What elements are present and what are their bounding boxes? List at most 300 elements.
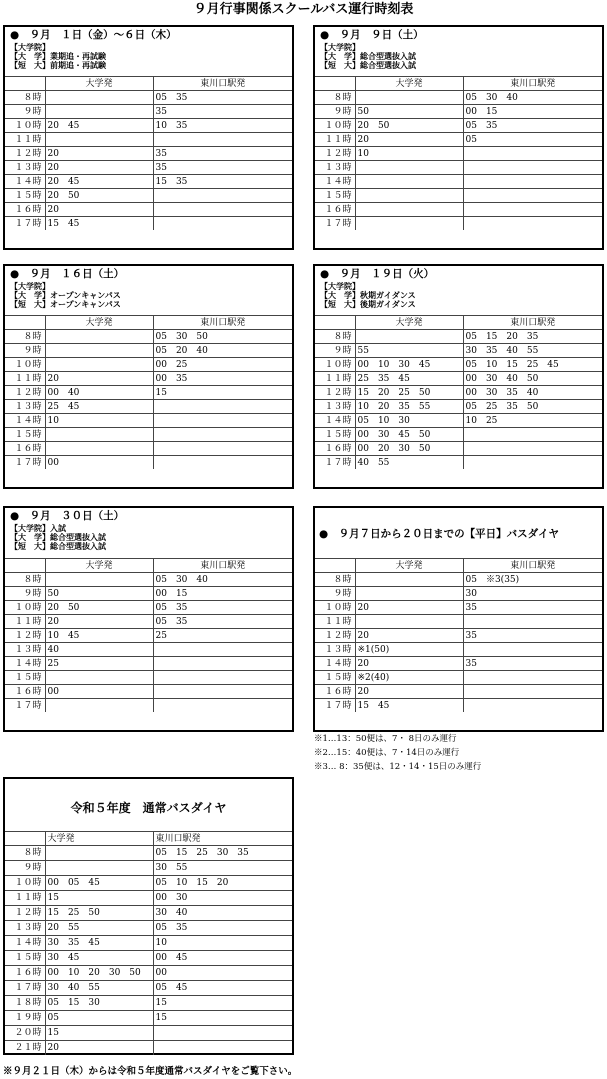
university-departures: 05 10 30: [355, 414, 463, 428]
university-departures: 20: [355, 685, 463, 699]
table-row: [5, 442, 292, 456]
station-departures: 05 30 40: [463, 91, 602, 105]
university-departures: 20: [45, 147, 153, 161]
table-row: [315, 442, 602, 456]
table-row: [5, 951, 292, 966]
hour-cell: １７時: [315, 217, 355, 231]
schedule-sub-grad: 【大学院】: [10, 281, 50, 291]
note-2: ※2…15：40便は、7・14日のみ運行: [314, 748, 460, 758]
station-departures: [463, 643, 602, 657]
hour-cell: １５時: [5, 428, 45, 442]
table-row: [5, 456, 292, 470]
schedule-sub-junior: 【短 大】総合型選抜入試: [10, 541, 106, 551]
university-departures: 10: [355, 147, 463, 161]
schedule-box-sep-30: [3, 506, 294, 732]
schedule-heading: ● ９月７日から２０日までの【平日】バスダイヤ: [319, 528, 559, 540]
university-departures: ※1(50): [355, 643, 463, 657]
table-row: [315, 91, 602, 105]
station-departures: [153, 428, 292, 442]
hour-cell: １３時: [315, 643, 355, 657]
table-row: [315, 685, 602, 699]
hour-cell: １７時: [5, 217, 45, 231]
schedule-sub-univ: 【大 学】総合型選抜入試: [10, 532, 106, 542]
schedule-sub-junior: 【短 大】総合型選抜入試: [320, 60, 416, 70]
university-departures: 15 20 25 50: [355, 386, 463, 400]
schedule-sub-grad: 【大学院】: [10, 42, 50, 52]
station-departures: [153, 414, 292, 428]
table-row: [5, 414, 292, 428]
hour-cell: １１時: [5, 372, 45, 386]
station-departures: [463, 442, 602, 456]
station-departures: [463, 456, 602, 470]
table-row: [5, 906, 292, 921]
header-blank: [315, 316, 355, 330]
table-row: [5, 1011, 292, 1026]
hour-cell: ９時: [315, 105, 355, 119]
hour-cell: １１時: [5, 891, 45, 906]
table-row: [5, 671, 292, 685]
table-row: [5, 189, 292, 203]
schedule-sub-univ: 【大 学】総合型選抜入試: [320, 51, 416, 61]
table-row: [315, 105, 602, 119]
hour-cell: １６時: [315, 442, 355, 456]
university-departures: 20 45: [45, 119, 153, 133]
table-row: [5, 629, 292, 643]
university-departures: 00 05 45: [45, 876, 153, 891]
station-departures: [153, 1041, 292, 1056]
university-departures: 20: [45, 203, 153, 217]
schedule-sub-junior: 【短 大】前期追・再試験: [10, 60, 106, 70]
hour-cell: １６時: [5, 966, 45, 981]
regular-schedule-box: [3, 777, 294, 1055]
regular-heading: 令和５年度 通常バスダイヤ: [70, 801, 227, 815]
station-departures: [153, 189, 292, 203]
university-departures: [355, 189, 463, 203]
hour-cell: １５時: [5, 189, 45, 203]
hour-cell: ８時: [315, 91, 355, 105]
header-from-station: 東川口駅発: [153, 77, 292, 91]
university-departures: 05 15 30: [45, 996, 153, 1011]
university-departures: [355, 330, 463, 344]
station-departures: [153, 657, 292, 671]
hour-cell: １１時: [315, 133, 355, 147]
hour-cell: １２時: [5, 906, 45, 921]
station-departures: 00: [153, 966, 292, 981]
table-row: [5, 147, 292, 161]
hour-cell: ８時: [5, 846, 45, 861]
station-departures: [463, 699, 602, 713]
station-departures: 05 25 35 50: [463, 400, 602, 414]
hour-cell: １２時: [5, 629, 45, 643]
header-from-station: 東川口駅発: [463, 316, 602, 330]
table-row: [315, 671, 602, 685]
hour-cell: １５時: [315, 428, 355, 442]
hour-cell: ９時: [315, 587, 355, 601]
header-from-university: 大学発: [45, 559, 153, 573]
station-departures: 00 30 35 40: [463, 386, 602, 400]
schedule-heading: ● ９月 ３０日（土）: [10, 510, 125, 522]
university-departures: 20 50: [45, 189, 153, 203]
station-departures: [463, 175, 602, 189]
table-row: [5, 615, 292, 629]
timetable: [315, 315, 602, 469]
station-departures: [463, 685, 602, 699]
station-departures: 30 40: [153, 906, 292, 921]
station-departures: 15: [153, 1011, 292, 1026]
station-departures: 00 45: [153, 951, 292, 966]
hour-cell: １３時: [5, 400, 45, 414]
university-departures: 20: [45, 615, 153, 629]
table-row: [315, 344, 602, 358]
university-departures: 10 45: [45, 629, 153, 643]
university-departures: [45, 699, 153, 713]
station-departures: 15: [153, 386, 292, 400]
hour-cell: １７時: [5, 981, 45, 996]
header-from-station: 東川口駅発: [463, 559, 602, 573]
university-departures: [45, 846, 153, 861]
hour-cell: １５時: [5, 671, 45, 685]
university-departures: 00 30 45 50: [355, 428, 463, 442]
table-row: [5, 105, 292, 119]
station-departures: 10 25: [463, 414, 602, 428]
station-departures: 30 35 40 55: [463, 344, 602, 358]
header-from-university: 大学発: [355, 77, 463, 91]
station-departures: [463, 428, 602, 442]
table-row: [315, 358, 602, 372]
header-blank: [315, 559, 355, 573]
schedule-sub-grad: 【大学院】: [320, 42, 360, 52]
station-departures: 25: [153, 629, 292, 643]
university-departures: 15 45: [355, 699, 463, 713]
station-departures: 10 35: [153, 119, 292, 133]
station-departures: 15: [153, 996, 292, 1011]
table-header-row: [315, 77, 602, 91]
university-departures: [45, 344, 153, 358]
table-row: [5, 921, 292, 936]
table-row: [5, 587, 292, 601]
hour-cell: １４時: [315, 414, 355, 428]
hour-cell: １７時: [5, 456, 45, 470]
schedule-heading: ● ９月 １９日（火）: [320, 268, 435, 280]
station-departures: [153, 671, 292, 685]
hour-cell: ９時: [5, 861, 45, 876]
university-departures: [45, 133, 153, 147]
station-departures: 35: [463, 629, 602, 643]
hour-cell: １６時: [315, 685, 355, 699]
hour-cell: １４時: [315, 657, 355, 671]
university-departures: 20: [45, 372, 153, 386]
hour-cell: ８時: [5, 91, 45, 105]
hour-cell: １２時: [5, 386, 45, 400]
university-departures: 15: [45, 1026, 153, 1041]
university-departures: 30 35 45: [45, 936, 153, 951]
station-departures: [153, 442, 292, 456]
station-departures: 05 35: [463, 119, 602, 133]
table-row: [315, 147, 602, 161]
university-departures: 25 35 45: [355, 372, 463, 386]
footer-note: ※９月２１日（木）からは令和５年度通常バスダイヤをご覧下さい。: [3, 1066, 298, 1077]
hour-cell: １３時: [5, 643, 45, 657]
university-departures: 00: [45, 456, 153, 470]
station-departures: 15 35: [153, 175, 292, 189]
table-row: [5, 428, 292, 442]
table-row: [5, 358, 292, 372]
table-row: [315, 573, 602, 587]
university-departures: [45, 442, 153, 456]
table-row: [5, 643, 292, 657]
page-title: ９月行事関係スクールバス運行時刻表: [193, 2, 414, 17]
table-row: [5, 1041, 292, 1056]
hour-cell: １１時: [315, 615, 355, 629]
hour-cell: ２０時: [5, 1026, 45, 1041]
university-departures: [355, 175, 463, 189]
table-row: [5, 996, 292, 1011]
station-departures: 35: [153, 105, 292, 119]
hour-cell: １０時: [5, 601, 45, 615]
table-row: [5, 685, 292, 699]
hour-cell: １７時: [5, 699, 45, 713]
timetable: [5, 831, 292, 1055]
note-3: ※3… 8：35便は、12・14・15日のみ運行: [314, 762, 482, 772]
station-departures: 05 30 40: [153, 573, 292, 587]
station-departures: 05 35: [153, 601, 292, 615]
hour-cell: １１時: [5, 133, 45, 147]
table-header-row: [315, 559, 602, 573]
university-departures: [45, 861, 153, 876]
station-departures: 05 ※3(35): [463, 573, 602, 587]
station-departures: [153, 1026, 292, 1041]
university-departures: 20 55: [45, 921, 153, 936]
university-departures: 10: [45, 414, 153, 428]
hour-cell: １４時: [5, 175, 45, 189]
hour-cell: １３時: [315, 161, 355, 175]
station-departures: 05: [463, 133, 602, 147]
station-departures: 05 35: [153, 921, 292, 936]
table-row: [5, 133, 292, 147]
note-1: ※1…13：50便は、7・ 8日のみ運行: [314, 734, 457, 744]
station-departures: 00 30 40 50: [463, 372, 602, 386]
station-departures: 05 45: [153, 981, 292, 996]
hour-cell: ８時: [315, 330, 355, 344]
university-departures: [355, 573, 463, 587]
university-departures: 15 45: [45, 217, 153, 231]
table-row: [5, 876, 292, 891]
schedule-box-sep-19: [313, 264, 604, 489]
header-blank: [5, 316, 45, 330]
table-row: [5, 217, 292, 231]
hour-cell: ８時: [5, 573, 45, 587]
station-departures: 10: [153, 936, 292, 951]
university-departures: 55: [355, 344, 463, 358]
header-blank: [5, 832, 45, 846]
university-departures: 10 20 35 55: [355, 400, 463, 414]
university-departures: 20 50: [45, 601, 153, 615]
station-departures: [463, 217, 602, 231]
schedule-heading: ● ９月 １６日（土）: [10, 268, 125, 280]
table-row: [315, 400, 602, 414]
university-departures: 30 40 55: [45, 981, 153, 996]
university-departures: 20 45: [45, 175, 153, 189]
table-row: [5, 891, 292, 906]
hour-cell: ９時: [5, 344, 45, 358]
hour-cell: １２時: [5, 147, 45, 161]
hour-cell: １１時: [5, 615, 45, 629]
table-row: [315, 133, 602, 147]
university-departures: 20: [355, 657, 463, 671]
schedule-box-weekday: [313, 506, 604, 732]
station-departures: 30: [463, 587, 602, 601]
hour-cell: １０時: [315, 358, 355, 372]
university-departures: 00 20 30 50: [355, 442, 463, 456]
station-departures: 05 35: [153, 91, 292, 105]
header-from-station: 東川口駅発: [153, 559, 292, 573]
station-departures: [153, 203, 292, 217]
hour-cell: １４時: [315, 175, 355, 189]
university-departures: 00: [45, 685, 153, 699]
university-departures: [355, 217, 463, 231]
hour-cell: １９時: [5, 1011, 45, 1026]
hour-cell: １２時: [315, 147, 355, 161]
university-departures: [45, 105, 153, 119]
hour-cell: １０時: [5, 358, 45, 372]
hour-cell: ９時: [5, 587, 45, 601]
header-blank: [315, 77, 355, 91]
station-departures: [463, 671, 602, 685]
table-row: [5, 386, 292, 400]
station-departures: [463, 615, 602, 629]
table-row: [5, 966, 292, 981]
table-row: [5, 601, 292, 615]
station-departures: 30 55: [153, 861, 292, 876]
hour-cell: １２時: [315, 629, 355, 643]
university-departures: [355, 203, 463, 217]
station-departures: [463, 189, 602, 203]
station-departures: 05 10 15 20: [153, 876, 292, 891]
hour-cell: １７時: [315, 699, 355, 713]
table-row: [315, 699, 602, 713]
station-departures: [463, 161, 602, 175]
hour-cell: １６時: [5, 203, 45, 217]
hour-cell: １０時: [315, 601, 355, 615]
timetable: [5, 315, 292, 469]
table-row: [315, 330, 602, 344]
university-departures: [45, 91, 153, 105]
table-row: [5, 161, 292, 175]
header-from-university: 大学発: [355, 559, 463, 573]
station-departures: [463, 147, 602, 161]
hour-cell: ９時: [5, 105, 45, 119]
header-from-station: 東川口駅発: [463, 77, 602, 91]
schedule-sub-univ: 【大 学】オープンキャンパス: [10, 290, 121, 300]
table-row: [5, 330, 292, 344]
hour-cell: １６時: [5, 442, 45, 456]
schedule-sub-junior: 【短 大】後期ガイダンス: [320, 299, 416, 309]
university-departures: 40 55: [355, 456, 463, 470]
table-row: [315, 601, 602, 615]
schedule-sub-junior: 【短 大】オープンキャンパス: [10, 299, 121, 309]
university-departures: 00 10 30 45: [355, 358, 463, 372]
header-from-university: 大学発: [45, 316, 153, 330]
university-departures: 20: [355, 601, 463, 615]
university-departures: 15: [45, 891, 153, 906]
university-departures: [45, 573, 153, 587]
station-departures: [153, 685, 292, 699]
table-row: [5, 1026, 292, 1041]
university-departures: ※2(40): [355, 671, 463, 685]
schedule-sub-univ: 【大 学】業期追・再試験: [10, 51, 106, 61]
university-departures: [45, 358, 153, 372]
schedule-sub-univ: 【大 学】秋期ガイダンス: [320, 290, 416, 300]
university-departures: 05: [45, 1011, 153, 1026]
table-header-row: [5, 77, 292, 91]
table-row: [315, 119, 602, 133]
table-row: [315, 386, 602, 400]
table-row: [5, 91, 292, 105]
table-row: [315, 372, 602, 386]
station-departures: [153, 456, 292, 470]
table-row: [5, 119, 292, 133]
university-departures: 00 10 20 30 50: [45, 966, 153, 981]
university-departures: 20: [45, 161, 153, 175]
station-departures: [153, 643, 292, 657]
hour-cell: １６時: [315, 203, 355, 217]
table-row: [315, 414, 602, 428]
hour-cell: ２１時: [5, 1041, 45, 1056]
hour-cell: １６時: [5, 685, 45, 699]
station-departures: 05 10 15 25 45: [463, 358, 602, 372]
schedule-sub-grad: 【大学院】入試: [10, 523, 66, 533]
station-departures: 35: [463, 601, 602, 615]
university-departures: 20 50: [355, 119, 463, 133]
table-row: [5, 372, 292, 386]
table-row: [5, 344, 292, 358]
timetable: [315, 558, 602, 712]
university-departures: 15 25 50: [45, 906, 153, 921]
table-row: [5, 175, 292, 189]
table-row: [5, 861, 292, 876]
station-departures: 05 30 50: [153, 330, 292, 344]
table-row: [315, 428, 602, 442]
hour-cell: １０時: [315, 119, 355, 133]
university-departures: [355, 587, 463, 601]
station-departures: [153, 133, 292, 147]
station-departures: 35: [153, 147, 292, 161]
hour-cell: ８時: [315, 573, 355, 587]
schedule-heading: ● ９月 １日（金）～６日（木）: [10, 29, 177, 41]
station-departures: 00 15: [153, 587, 292, 601]
table-row: [315, 189, 602, 203]
header-blank: [5, 77, 45, 91]
table-row: [5, 573, 292, 587]
table-row: [5, 657, 292, 671]
university-departures: [355, 91, 463, 105]
university-departures: [45, 330, 153, 344]
header-from-station: 東川口駅発: [153, 316, 292, 330]
schedule-heading: ● ９月 ９日（土）: [320, 29, 424, 41]
table-header-row: [5, 316, 292, 330]
university-departures: 40: [45, 643, 153, 657]
university-departures: 20: [355, 133, 463, 147]
table-row: [315, 203, 602, 217]
station-departures: 00 25: [153, 358, 292, 372]
schedule-box-sep-16: [3, 264, 294, 489]
table-row: [315, 629, 602, 643]
table-row: [5, 203, 292, 217]
table-row: [315, 217, 602, 231]
university-departures: 20: [355, 629, 463, 643]
hour-cell: ９時: [315, 344, 355, 358]
station-departures: 00 30: [153, 891, 292, 906]
